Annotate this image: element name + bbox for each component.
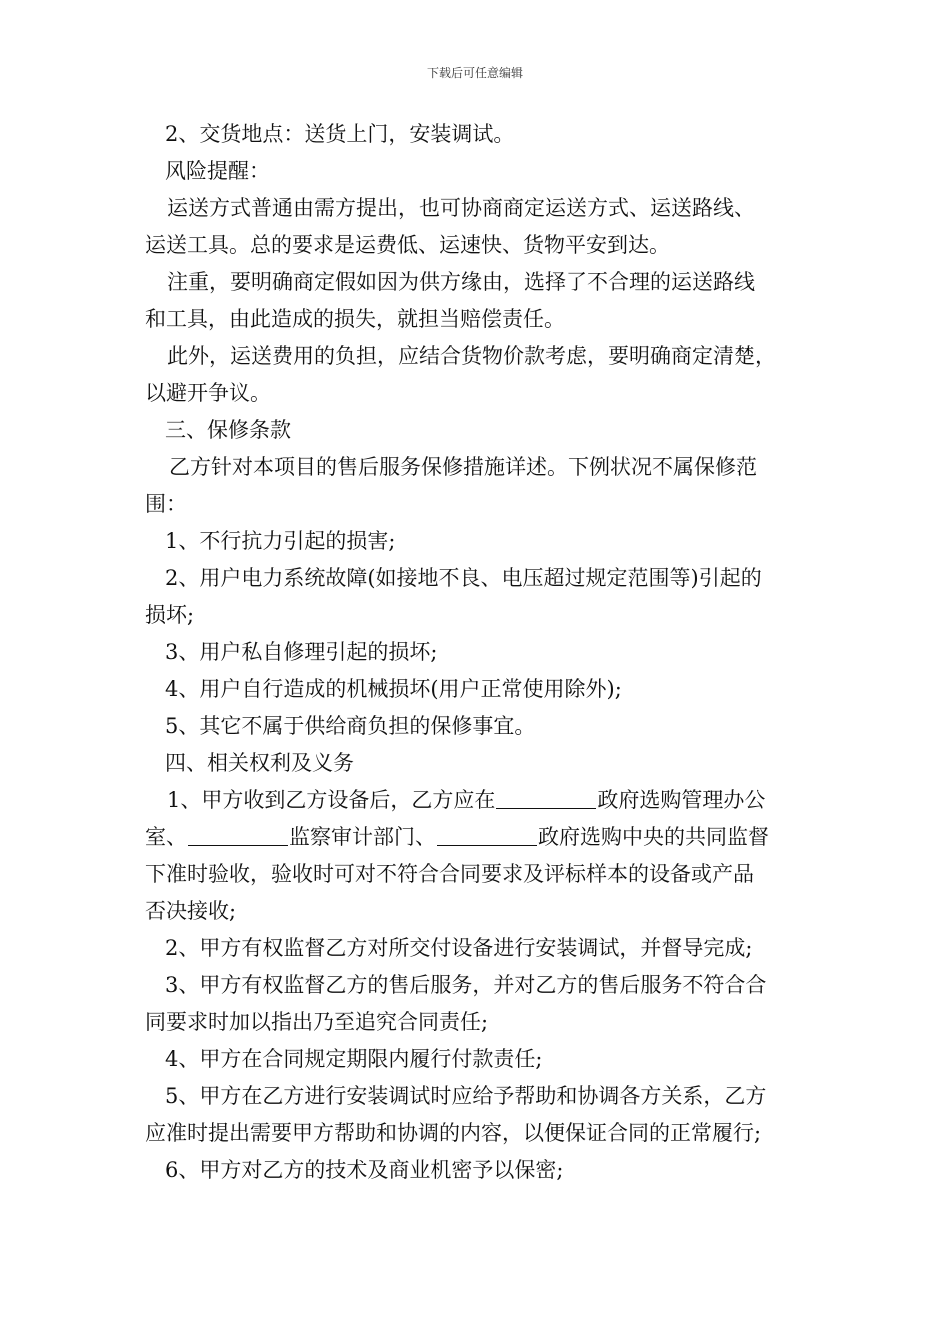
line-text: 5、其它不属于供给商负担的保修事宜。 [165, 714, 536, 738]
paragraph-line [145, 486, 825, 523]
page-header: 下载后可任意编辑 [426, 66, 523, 80]
paragraph-line [145, 1152, 825, 1189]
paragraph-line [145, 819, 825, 856]
paragraph-line [145, 116, 825, 153]
line-text: 注重，要明确商定假如因为供方缘由，选择了不合理的运送路线 [167, 270, 755, 294]
paragraph-line [145, 1078, 825, 1115]
paragraph-line [145, 560, 825, 597]
line-text: 以避开争议。 [145, 381, 271, 405]
line-text: 6、甲方对乙方的技术及商业机密予以保密; [165, 1158, 564, 1182]
line-text: 3、用户私自修理引起的损坏; [165, 640, 438, 664]
line-text: 风险提醒： [165, 159, 270, 183]
paragraph-line [145, 893, 825, 930]
paragraph-line [145, 597, 825, 634]
line-text: 乙方针对本项目的售后服务保修措施详述。下例状况不属保修范 [169, 455, 757, 479]
paragraph-line [145, 930, 825, 967]
fill-in-blank [496, 784, 596, 809]
paragraph-line [145, 338, 825, 375]
line-text: 5、甲方在乙方进行安装调试时应给予帮助和协调各方关系，乙方 [165, 1084, 767, 1108]
fill-in-blank [437, 821, 537, 846]
paragraph-line [145, 671, 825, 708]
paragraph-line [145, 264, 825, 301]
line-text: 1、甲方收到乙方设备后，乙方应在 [167, 788, 496, 812]
paragraph-line [145, 523, 825, 560]
line-text: 否决接收; [145, 899, 237, 923]
line-text: 2、用户电力系统故障(如接地不良、电压超过规定范围等)引起的 [165, 566, 762, 590]
line-text: 同要求时加以指出乃至追究合同责任; [145, 1010, 489, 1034]
line-text: 和工具，由此造成的损失，就担当赔偿责任。 [145, 307, 565, 331]
paragraph-line [145, 1115, 825, 1152]
paragraph-line [145, 190, 825, 227]
line-text: 政府选购中央的共同监督 [538, 825, 769, 849]
paragraph-line [145, 1004, 825, 1041]
line-text: 2、交货地点：送货上门，安装调试。 [165, 122, 515, 146]
line-text: 1、不行抗力引起的损害; [165, 529, 396, 553]
line-text: 损坏; [145, 603, 195, 627]
line-text: 4、用户自行造成的机械损坏(用户正常使用除外); [165, 677, 622, 701]
paragraph-line [145, 856, 825, 893]
paragraph-line [145, 634, 825, 671]
paragraph-line [145, 967, 825, 1004]
paragraph-line [145, 301, 825, 338]
line-text: 运送工具。总的要求是运费低、运速快、货物平安到达。 [145, 233, 670, 257]
document-body [145, 116, 825, 1189]
paragraph-line [145, 1041, 825, 1078]
line-text: 运送方式普通由需方提出，也可协商商定运送方式、运送路线、 [167, 196, 755, 220]
paragraph-line [145, 153, 825, 190]
paragraph-line [145, 375, 825, 412]
line-text: 4、甲方在合同规定期限内履行付款责任; [165, 1047, 543, 1071]
line-text: 围： [145, 492, 187, 516]
line-text: 政府选购管理办公 [597, 788, 766, 812]
line-text: 下准时验收，验收时可对不符合合同要求及评标样本的设备或产品 [145, 862, 754, 886]
line-text: 监察审计部门、 [289, 825, 436, 849]
paragraph-line [145, 412, 825, 449]
fill-in-blank [188, 821, 288, 846]
line-text: 2、甲方有权监督乙方对所交付设备进行安装调试，并督导完成; [165, 936, 753, 960]
line-text: 此外，运送费用的负担，应结合货物价款考虑，要明确商定清楚， [167, 344, 776, 368]
paragraph-line [145, 745, 825, 782]
paragraph-line [145, 782, 825, 819]
paragraph-line [145, 449, 825, 486]
line-text: 四、相关权利及义务 [165, 751, 354, 775]
line-text: 3、甲方有权监督乙方的售后服务，并对乙方的售后服务不符合合 [165, 973, 767, 997]
line-text: 应准时提出需要甲方帮助和协调的内容，以便保证合同的正常履行; [145, 1121, 762, 1145]
line-text: 三、保修条款 [165, 418, 291, 442]
paragraph-line [145, 708, 825, 745]
paragraph-line [145, 227, 825, 264]
line-text: 室、 [145, 825, 187, 849]
